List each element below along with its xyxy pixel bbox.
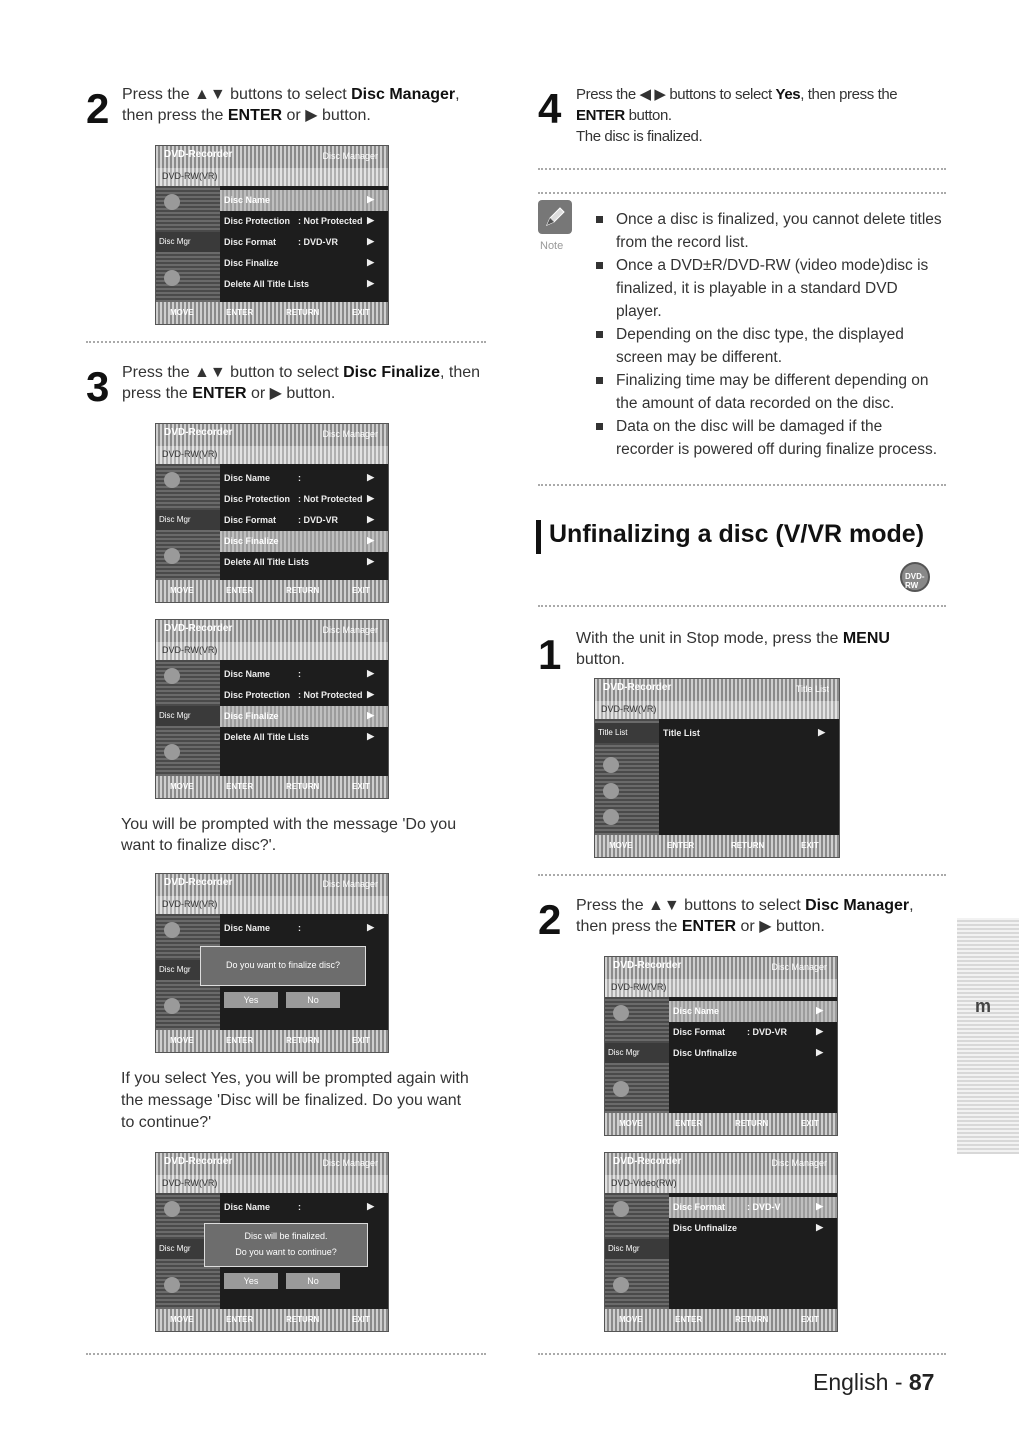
- divider: [538, 484, 946, 486]
- step-number: 4: [538, 85, 562, 132]
- yes-button[interactable]: Yes: [224, 1273, 278, 1289]
- divider: [538, 874, 946, 876]
- divider: [538, 605, 946, 607]
- step-text: With the unit in Stop mode, press the MENU button.: [576, 630, 890, 668]
- disc-icon: [164, 1201, 180, 1217]
- divider: [86, 1353, 486, 1355]
- disc-icon: [603, 809, 619, 825]
- prompt-text-2: If you select Yes, you will be prompted again with the message 'Disc will be finalized. Do you want to continue?': [121, 1070, 469, 1131]
- divider: [538, 1353, 946, 1355]
- side-menu-selected: Disc Mgr: [156, 232, 220, 252]
- prompt-text-1: You will be prompted with the message 'Do you want to finalize disc?'.: [121, 816, 457, 854]
- disc-icon: [164, 922, 180, 938]
- right-step-4: [538, 84, 938, 150]
- no-button[interactable]: No: [286, 992, 340, 1008]
- step-text: Press the ▲▼ buttons to select Disc Manager, then press the ENTER or ▶ button.: [576, 897, 914, 935]
- osd-screen-finalize-dialog: DVD-Recorder Disc Manager DVD-RW(VR) Disc Mgr Disc Name : ▶ Do you want to finalize disc? Yes No MOVE ENTER RETURN EXIT: [155, 873, 389, 1053]
- side-menu-selected: Disc Mgr: [156, 706, 220, 726]
- disc-icon: [164, 548, 180, 564]
- divider: [538, 168, 946, 170]
- page-footer: English - 87: [813, 1369, 935, 1395]
- osd-screen-disc-manager: DVD-Recorder Disc Manager DVD-RW(VR) Disc Mgr Disc Name ▶ Disc Protection : Not Protected ▶ Disc Format : DVD-VR ▶ Disc Finalize ▶ Delete All Title Lists ▶ MOVE ENTER RETURN EXIT: [155, 145, 389, 325]
- step-text: Press the ◀ ▶ buttons to select Yes, then press the ENTER button. The disc is finalized.: [576, 86, 898, 145]
- disc-icon: [164, 194, 180, 210]
- section-title: Unfinalizing a disc (V/VR mode): [549, 520, 925, 548]
- disc-icon: [164, 998, 180, 1014]
- section-bar: [536, 520, 541, 554]
- left-step-3: [86, 362, 506, 410]
- disc-icon: [164, 270, 180, 286]
- disc-icon: [603, 757, 619, 773]
- confirm-dialog: Disc will be finalized. Do you want to continue?: [204, 1223, 368, 1267]
- note-icon: [538, 200, 572, 234]
- step-text: Press the ▲▼ button to select Disc Finalize, then press the ENTER or ▶ button.: [122, 364, 481, 402]
- osd-screen-title-list: DVD-Recorder Title List DVD-RW(VR) Title List Title List ▶ MOVE ENTER RETURN EXIT: [594, 678, 840, 858]
- side-menu-selected: Title List: [595, 723, 659, 743]
- step-number: 3: [86, 363, 110, 410]
- right-step-2: [538, 895, 938, 943]
- note-label: Note: [540, 240, 564, 252]
- step-number: 2: [538, 896, 562, 943]
- page-number: 87: [908, 1369, 935, 1395]
- disc-icon: [613, 1201, 629, 1217]
- note-item: Data on the disc will be damaged if the recorder is powered off during finalize process.: [594, 415, 944, 461]
- disc-icon: [164, 472, 180, 488]
- disc-type-badge: DVD-RW: [900, 562, 930, 592]
- osd-screen-disc-finalize-rw: DVD-Recorder Disc Manager DVD-RW(VR) Disc Mgr Disc Name : ▶ Disc Protection : Not Protected ▶ Disc Finalize ▶ Delete All Title Lists ▶ MOVE ENTER RETURN EXIT: [155, 619, 389, 799]
- osd-screen-disc-manager-unfinalize-vr: DVD-Recorder Disc Manager DVD-RW(VR) Disc Mgr Disc Name ▶ Disc Format : DVD-VR ▶ Disc Unfinalize ▶ MOVE ENTER RETURN EXIT: [604, 956, 838, 1136]
- note-item: Depending on the disc type, the displayed screen may be different.: [594, 323, 944, 369]
- disc-icon: [603, 783, 619, 799]
- disc-icon: [164, 744, 180, 760]
- osd-screen-continue-dialog: DVD-Recorder Disc Manager DVD-RW(VR) Disc Mgr Disc Name : ▶ Disc will be finalized. Do you want to continue? Yes No MOVE ENTER RETURN EXIT: [155, 1152, 389, 1332]
- side-menu-selected: Disc Mgr: [156, 1239, 220, 1259]
- note-list: [594, 208, 944, 461]
- side-menu-selected: Disc Mgr: [156, 510, 220, 530]
- no-button[interactable]: No: [286, 1273, 340, 1289]
- osd-screen-disc-manager-unfinalize-v: DVD-Recorder Disc Manager DVD-Video(RW) Disc Mgr Disc Format : DVD-V ▶ Disc Unfinalize ▶ MOVE ENTER RETURN EXIT: [604, 1152, 838, 1332]
- disc-icon: [613, 1081, 629, 1097]
- note-item: Finalizing time may be different depending on the amount of data recorded on the disc.: [594, 369, 944, 415]
- disc-icon: [164, 668, 180, 684]
- step-number: 1: [538, 631, 562, 678]
- disc-icon: [613, 1005, 629, 1021]
- chapter-tab-letter: m: [975, 996, 992, 1016]
- divider: [86, 341, 486, 343]
- note-item: Once a disc is finalized, you cannot delete titles from the record list.: [594, 208, 944, 254]
- left-step-2: [86, 84, 506, 132]
- yes-button[interactable]: Yes: [224, 992, 278, 1008]
- chapter-tab: [957, 918, 1019, 1154]
- side-menu-selected: Disc Mgr: [605, 1043, 669, 1063]
- step-number: 2: [86, 85, 110, 132]
- side-menu-selected: Disc Mgr: [605, 1239, 669, 1259]
- osd-screen-disc-finalize-vr: DVD-Recorder Disc Manager DVD-RW(VR) Disc Mgr Disc Name : ▶ Disc Protection : Not Protected ▶ Disc Format : DVD-VR ▶ Disc Finalize ▶ Delete All Title Lists ▶ MOVE ENTER RETURN EXIT: [155, 423, 389, 603]
- right-step-1: [538, 628, 938, 676]
- step-text: Press the ▲▼ buttons to select Disc Manager, then press the ENTER or ▶ button.: [122, 86, 460, 124]
- side-menu-selected: Disc Mgr: [156, 960, 220, 980]
- disc-icon: [164, 1277, 180, 1293]
- divider: [538, 192, 946, 194]
- disc-icon: [613, 1277, 629, 1293]
- note-item: Once a DVD±R/DVD-RW (video mode)disc is finalized, it is playable in a standard DVD player.: [594, 254, 944, 323]
- confirm-dialog: Do you want to finalize disc?: [200, 946, 366, 986]
